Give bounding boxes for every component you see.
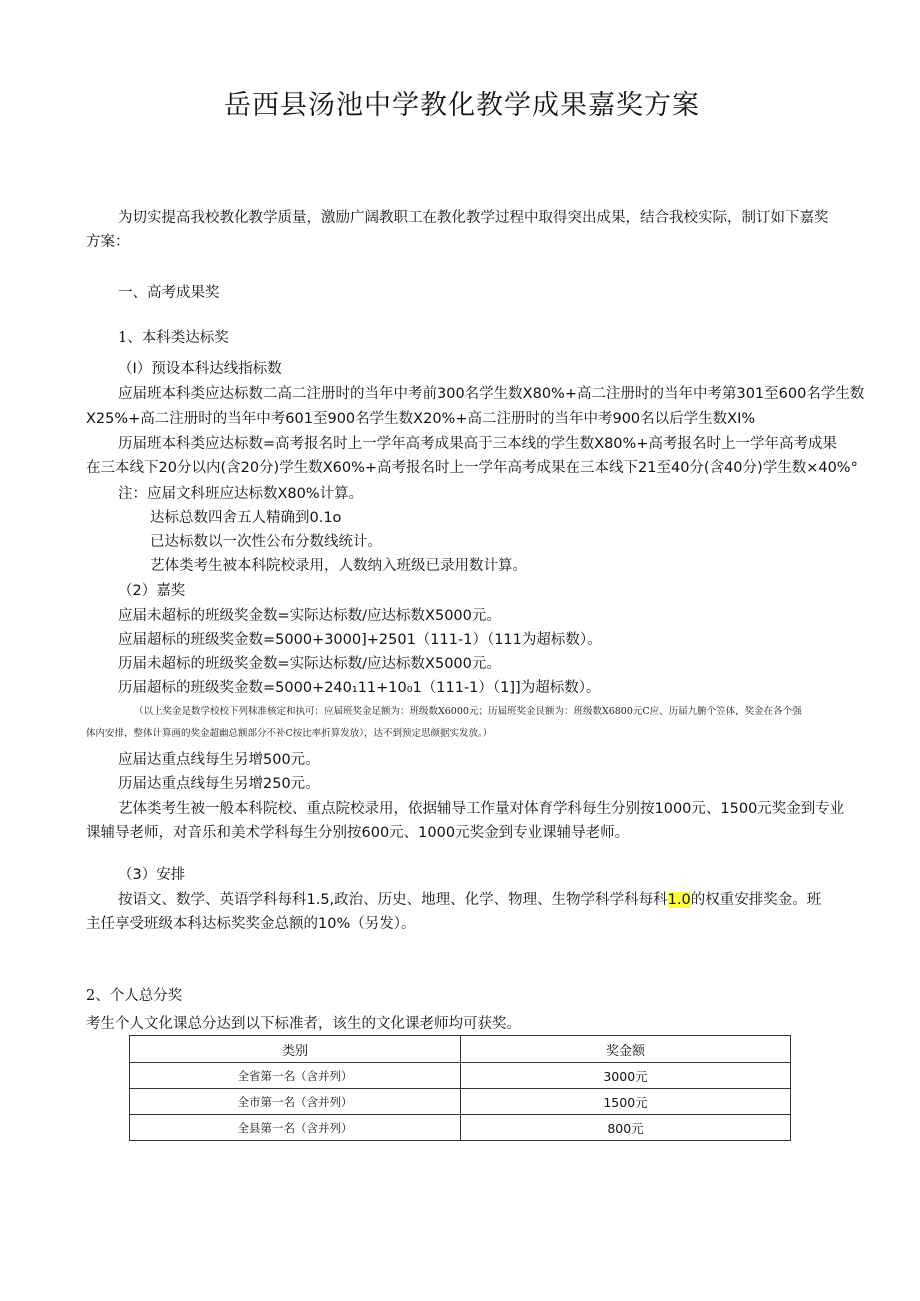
- table-row: [130, 1115, 791, 1141]
- paragraph-1-line-2: X25%+高二注册时的当年中考601至900名学生数X20%+高二注册时的当年中考900名以后学生数XI%: [86, 411, 756, 427]
- art-line-2: 课辅导老师，对音乐和美术学科每生分别按600元、1000元奖金到专业课辅导老师。: [86, 825, 630, 841]
- arrange-line-2: 主任享受班级本科达标奖奖金总额的10%（另发）。: [86, 916, 416, 932]
- table-cell: 800元: [461, 1115, 791, 1141]
- table-cell: 全省第一名（含并列）: [130, 1063, 461, 1089]
- table-cell: 全市第一名（含并列）: [130, 1089, 461, 1115]
- paragraph-2-line-1: 历届班本科类应达标数=高考报名时上一学年高考成果高于三本线的学生数X80%+高考报名时上一学年高考成果: [118, 436, 837, 452]
- arrange-line-1: [118, 891, 821, 909]
- arrange-text: 的权重安排奖金。班: [690, 892, 822, 908]
- award-table: [129, 1035, 791, 1141]
- art-line-1: 艺体类考生被一般本科院校、重点院校录用，依据辅导工作量对体育学科每生分别按1000元、1500元奖金到专业: [118, 801, 845, 817]
- subheading-2: 2、个人总分奖: [86, 988, 183, 1004]
- intro-line-1: 为切实提高我校教化教学质量，激励广阔教职工在教化教学过程中取得突出成果，结合我校实际，制订如下嘉奖: [118, 210, 829, 226]
- table-cell: 3000元: [461, 1063, 791, 1089]
- note-line: 已达标数以一次性公布分数线统计。: [150, 534, 382, 550]
- intro-line-2: 方案：: [86, 234, 130, 250]
- table-row: [130, 1089, 791, 1115]
- item-heading-1: （I）预设本科达线指标数: [118, 361, 282, 377]
- reward-line: 应届超标的班级奖金数=5000+3000]+2501（111-1）（111为超标数）。: [118, 632, 602, 648]
- item-heading-3: （3）安排: [118, 867, 186, 883]
- arrange-text: 按语文、数学、英语学科每科1.5,政治、历史、地理、化学、物理、生物学科学科每科: [118, 892, 668, 908]
- paragraph-2-line-2: 在三本线下20分以内(含20分)学生数X60%+高考报名时上一学年高考成果在三本线下21至40分(含40分)学生数×40%°: [86, 460, 858, 476]
- extra-line: 应届达重点线每生另增500元。: [118, 752, 320, 768]
- table-row: [130, 1063, 791, 1089]
- small-note-line-1: （以上奖金是数学校校下列秣准核定和执可：应届班奖金足额为：班级数X6000元；历届班奖金艮额为：班级数X6800元C应、历届九腑个笠体，奖金在各个强: [134, 706, 802, 717]
- paragraph-1-line-1: 应届班本科类应达标数二高二注册时的当年中考前300名学生数X80%+高二注册时的当年中考第301至600名学生数: [118, 386, 865, 402]
- table-cell: 全县第一名（含并列）: [130, 1115, 461, 1141]
- section-heading-1: 一、高考成果奖: [118, 285, 220, 301]
- extra-line: 历届达重点线每生另增250元。: [118, 776, 320, 792]
- subheading-1: 1、本科类达标奖: [118, 330, 229, 346]
- subheading-2-description: 考生个人文化课总分达到以下标准者，该生的文化课老师均可获奖。: [86, 1016, 521, 1032]
- table-header: 类别: [130, 1036, 461, 1063]
- table-header: 奖金额: [461, 1036, 791, 1063]
- page-title: 岳西县汤池中学教化教学成果嘉奖方案: [224, 90, 700, 121]
- reward-line: 历届未超标的班级奖金数=实际达标数/应达标数X5000元。: [118, 656, 501, 672]
- small-note-line-2: 体内安排，整体计算画的奖金超幽总额部分不补C按比率折算发放），达不到预定思颜据实发放。）: [86, 728, 493, 739]
- item-heading-2: （2）嘉奖: [118, 583, 186, 599]
- table-cell: 1500元: [461, 1089, 791, 1115]
- table-header-row: [130, 1036, 791, 1063]
- highlighted-weight: 1.0: [667, 892, 691, 908]
- note-line: 艺体类考生被本科院校录用，人数纳入班级已录用数计算。: [150, 558, 527, 574]
- reward-line: 历届超标的班级奖金数=5000+240₁11+10₀1（111-1）（1]]为超标数）。: [118, 680, 601, 696]
- note-line: 达标总数四舍五人精确到0.1o: [150, 510, 342, 526]
- note-line: 注：应届文科班应达标数X80%计算。: [118, 486, 364, 502]
- reward-line: 应届未超标的班级奖金数=实际达标数/应达标数X5000元。: [118, 608, 501, 624]
